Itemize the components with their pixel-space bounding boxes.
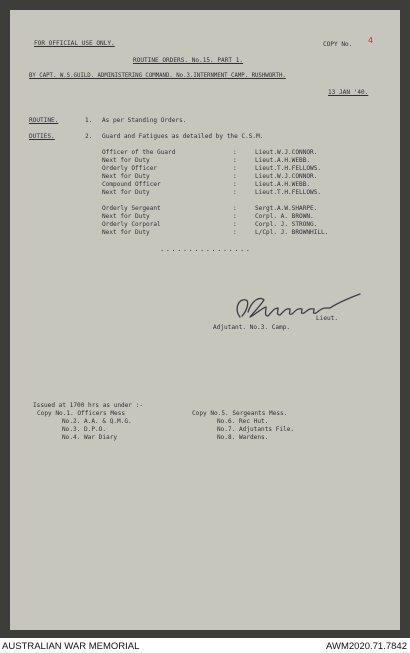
- roster-role: Compound Officer: [102, 181, 161, 188]
- roster-role: Orderly Sergeant: [102, 205, 161, 212]
- roster-colon: :: [233, 181, 237, 188]
- archive-footer: [0, 638, 410, 653]
- archive-name: AUSTRALIAN WAR MEMORIAL: [2, 641, 140, 652]
- roster-name: Lieut.A.H.WEBB.: [255, 157, 311, 164]
- roster-name: Corpl. A. BROWN.: [255, 213, 314, 220]
- routine-number: 1.: [85, 117, 93, 124]
- roster-colon: :: [233, 229, 237, 236]
- roster-role: Officer of the Guard: [102, 149, 176, 156]
- separator-dots: ................: [160, 245, 252, 253]
- roster-colon: :: [233, 213, 237, 220]
- distribution-item: No.8. Wardens.: [217, 434, 269, 441]
- duties-label: DUTIES.: [29, 133, 55, 140]
- roster-colon: :: [233, 173, 237, 180]
- distribution-item: No.4. War Diary: [62, 434, 118, 441]
- roster-name: Corpl. J. STRONG.: [255, 221, 318, 228]
- classification-label: FOR OFFICIAL USE ONLY.: [34, 40, 115, 47]
- distribution-item: Copy No.5. Sergeants Mess.: [192, 410, 288, 417]
- distribution-item: Copy No.1. Officers Mess: [37, 410, 126, 417]
- roster-role: Next for Duty: [102, 229, 150, 236]
- document-date: 13 JAN '40.: [328, 89, 369, 96]
- roster-role: Next for Duty: [102, 173, 150, 180]
- roster-name: Lieut.W.J.CONNOR.: [255, 149, 318, 156]
- roster-name: Lieut.T.H.FELLOWS.: [255, 189, 322, 196]
- authority-line: BY CAPT. W.S.GUILD. ADMINISTERING COMMAND. No.3.INTERNMENT CAMP. RUSHWORTH.: [29, 73, 286, 79]
- roster-name: L/Cpl. J. BROWNHILL.: [255, 229, 329, 236]
- archive-reference: AWM2020.71.7842: [326, 641, 407, 652]
- copy-label: COPY No.: [323, 41, 353, 48]
- signatory-rank: Lieut.: [316, 315, 339, 322]
- distribution-item: No.2. A.A. & Q.M.G.: [62, 418, 132, 425]
- document-title: ROUTINE ORDERS. No.15. PART 1.: [133, 57, 244, 64]
- roster-role: Next for Duty: [102, 157, 150, 164]
- roster-colon: :: [233, 189, 237, 196]
- roster-colon: :: [233, 221, 237, 228]
- distribution-heading: Issued at 1700 hrs as under :-: [33, 402, 144, 409]
- routine-text: As per Standing Orders.: [102, 117, 187, 124]
- roster-role: Next for Duty: [102, 213, 150, 220]
- routine-label: ROUTINE.: [29, 117, 59, 124]
- roster-colon: :: [233, 157, 237, 164]
- document-page: [10, 10, 400, 630]
- roster-role: Orderly Corporal: [102, 221, 161, 228]
- roster-name: Lieut.W.J.CONNOR.: [255, 173, 318, 180]
- signatory-title: Adjutant. No.3. Camp.: [213, 324, 291, 331]
- distribution-item: No.3. D.P.O.: [62, 426, 107, 433]
- copy-number: 4: [368, 36, 374, 45]
- roster-colon: :: [233, 165, 237, 172]
- roster-colon: :: [233, 205, 237, 212]
- roster-colon: :: [233, 149, 237, 156]
- roster-name: Sergt.A.W.SHARPE.: [255, 205, 318, 212]
- distribution-item: No.6. Rec Hut.: [217, 418, 269, 425]
- roster-role: Next for Duty: [102, 189, 150, 196]
- duties-text: Guard and Fatigues as detailed by the C.S.M.: [102, 133, 264, 140]
- distribution-item: No.7. Adjutants File.: [217, 426, 295, 433]
- roster-role: Orderly Officer: [102, 165, 158, 172]
- roster-name: Lieut.A.H.WEBB.: [255, 181, 311, 188]
- roster-name: Lieut.T.H.FELLOWS.: [255, 165, 322, 172]
- duties-number: 2.: [85, 133, 93, 140]
